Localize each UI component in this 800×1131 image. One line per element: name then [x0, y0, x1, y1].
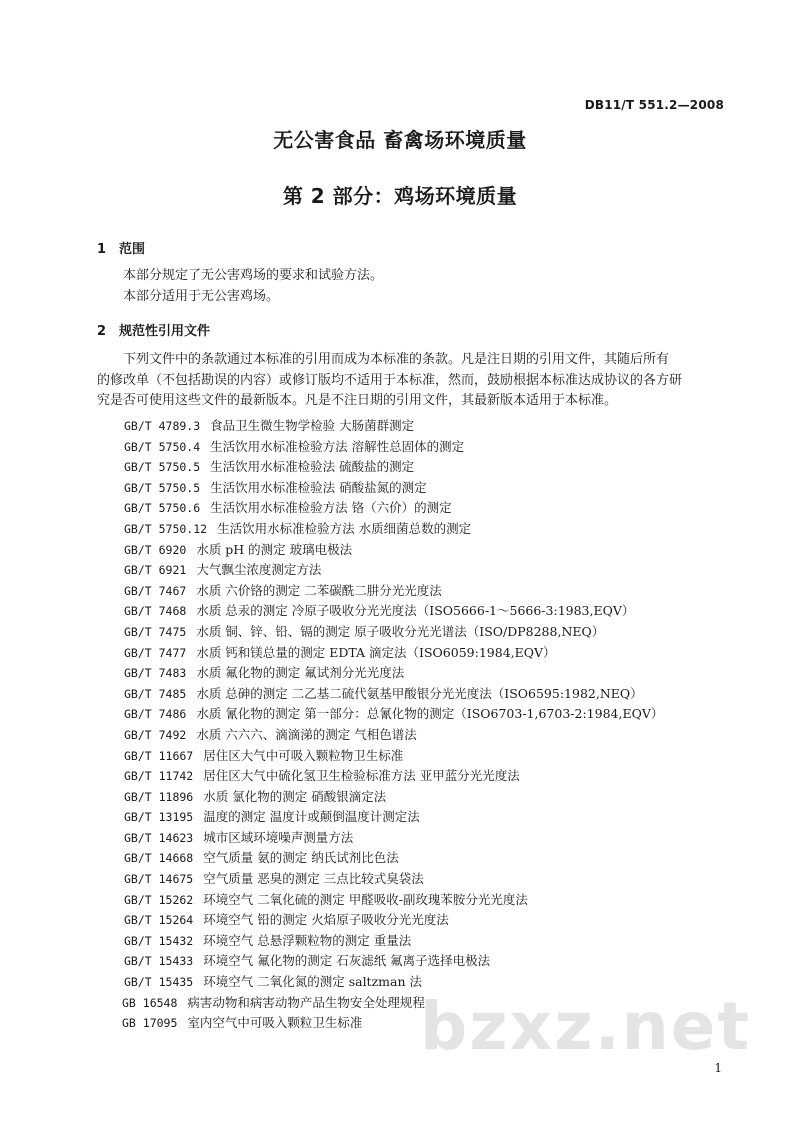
reference-item: [0, 498, 800, 519]
reference-item: [0, 807, 800, 828]
section-number: 2: [97, 324, 107, 339]
reference-item: [0, 560, 800, 581]
reference-title: 食品卫生微生物学检验 大肠菌群测定: [210, 418, 415, 433]
section-heading-normative-references: [97, 320, 210, 339]
reference-code: GB/T 15262: [124, 892, 194, 907]
reference-item: [0, 766, 800, 787]
reference-code: GB/T 15435: [124, 975, 194, 990]
reference-item: [0, 684, 800, 705]
reference-item: [0, 704, 800, 725]
reference-title: 温度的测定 温度计或颠倒温度计测定法: [203, 809, 420, 825]
reference-code: GB 17095: [122, 1016, 178, 1031]
section-title: 范围: [119, 242, 146, 257]
paragraph-line: 究是否可使用这些文件的最新版本。凡是不注日期的引用文件，其最新版本适用于本标准。: [97, 393, 618, 408]
watermark: bzxz.net: [420, 988, 752, 1065]
reference-item: [0, 787, 800, 808]
reference-code: GB/T 4789.3: [124, 419, 201, 433]
reference-code: GB/T 13195: [124, 810, 194, 825]
reference-item: [0, 972, 800, 993]
reference-title: 水质 pH 的测定 玻璃电极法: [196, 541, 353, 557]
reference-item: [0, 437, 800, 458]
reference-title: 环境空气 二氧化氮的测定 saltzman 法: [203, 974, 423, 990]
reference-code: GB/T 5750.4: [124, 439, 201, 454]
reference-item: [0, 416, 800, 437]
reference-code: GB/T 5750.5: [124, 460, 201, 475]
section-references-intro: [97, 350, 703, 412]
paragraph-line: 本部分规定了无公害鸡场的要求和试验方法。: [123, 268, 384, 283]
reference-item: [0, 601, 800, 622]
reference-title: 水质 钙和镁总量的测定 EDTA 滴定法（ISO6059:1984,EQV）: [196, 644, 556, 660]
reference-code: GB/T 11742: [124, 769, 194, 784]
reference-title: 室内空气中可吸入颗粒卫生标准: [187, 1015, 363, 1031]
reference-title: 居住区大气中可吸入颗粒物卫生标准: [203, 747, 404, 763]
reference-title: 生活饮用水标准检验法 硫酸盐的测定: [210, 459, 415, 475]
reference-code: GB/T 5750.6: [124, 501, 201, 516]
reference-code: GB/T 7467: [124, 583, 187, 598]
reference-item: [0, 746, 800, 767]
section-title: 规范性引用文件: [119, 324, 211, 339]
reference-title: 生活饮用水标准检验方法 水质细菌总数的测定: [217, 520, 472, 536]
reference-item: [0, 478, 800, 499]
page-number: 1: [714, 1061, 722, 1075]
reference-title: 环境空气 铅的测定 火焰原子吸收分光光度法: [203, 912, 449, 928]
reference-item: [0, 848, 800, 869]
reference-item: [0, 993, 800, 1014]
reference-item: [0, 931, 800, 952]
paragraph-line: 本部分适用于无公害鸡场。: [123, 288, 280, 304]
reference-code: GB/T 5750.5: [124, 480, 201, 495]
reference-title: 水质 氟化物的测定 氟试剂分光光度法: [196, 665, 405, 681]
reference-title: 水质 六六六、滴滴涕的测定 气相色谱法: [196, 726, 417, 742]
reference-title: 城市区域环境噪声测量方法: [203, 829, 354, 845]
paragraph-line: 下列文件中的条款通过本标准的引用而成为本标准的条款。凡是注日期的引用文件，其随后所有: [123, 352, 670, 367]
reference-title: 水质 总汞的测定 冷原子吸收分光光度法（ISO5666-1～5666-3:1983,EQV）: [196, 603, 635, 619]
reference-title: 水质 氰化物的测定 第一部分：总氰化物的测定（ISO6703-1,6703-2:1984,EQV）: [196, 706, 664, 722]
reference-code: GB/T 7485: [124, 686, 187, 701]
reference-title: 病害动物和病害动物产品生物安全处理规程: [187, 994, 425, 1010]
paragraph-line: 的修改单（不包括勘误的内容）或修订版均不适用于本标准，然而，鼓励根据本标准达成协议的各方研: [97, 372, 683, 388]
reference-code: GB/T 7492: [124, 727, 187, 742]
reference-code: GB/T 7483: [124, 666, 187, 681]
reference-item: [0, 910, 800, 931]
reference-title: 生活饮用水标准检验方法 铬（六价）的测定: [210, 500, 452, 516]
section-number: 1: [97, 242, 107, 257]
reference-code: GB/T 11896: [124, 789, 194, 804]
reference-item: [0, 725, 800, 746]
section-scope-body: [97, 266, 703, 307]
reference-title: 居住区大气中硫化氢卫生检验标准方法 亚甲蓝分光光度法: [203, 768, 520, 784]
reference-code: GB/T 7486: [124, 707, 187, 722]
reference-code: GB/T 7468: [124, 604, 187, 619]
reference-title: 大气飘尘浓度测定方法: [196, 562, 322, 578]
reference-item: [0, 581, 800, 602]
reference-code: GB/T 15432: [124, 933, 194, 948]
reference-title: 环境空气 二氧化硫的测定 甲醛吸收-副玫瑰苯胺分光光度法: [203, 891, 528, 907]
reference-code: GB/T 6920: [124, 542, 187, 557]
reference-code: GB 16548: [122, 995, 178, 1010]
reference-item: [0, 1013, 800, 1034]
reference-title: 空气质量 恶臭的测定 三点比较式臭袋法: [203, 871, 424, 887]
reference-item: [0, 828, 800, 849]
reference-title: 空气质量 氨的测定 纳氏试剂比色法: [203, 850, 399, 866]
reference-code: GB/T 11667: [124, 748, 194, 763]
reference-code: GB/T 14623: [124, 830, 194, 845]
reference-item: [0, 869, 800, 890]
reference-code: GB/T 14668: [124, 851, 194, 866]
reference-title: 环境空气 总悬浮颗粒物的测定 重量法: [203, 932, 412, 948]
reference-item: [0, 540, 800, 561]
reference-title: 水质 六价铬的测定 二苯碳酰二肼分光光度法: [196, 582, 442, 598]
reference-title: 水质 铜、锌、铅、镉的测定 原子吸收分光光谱法（ISO/DP8288,NEQ）: [196, 623, 605, 639]
reference-code: GB/T 7477: [124, 645, 187, 660]
reference-code: GB/T 15433: [124, 954, 194, 969]
reference-item: [0, 519, 800, 540]
reference-item: [0, 622, 800, 643]
section-heading-scope: [97, 238, 145, 257]
reference-item: [0, 890, 800, 911]
reference-code: GB/T 6921: [124, 563, 187, 578]
reference-code: GB/T 5750.12: [124, 521, 208, 536]
reference-title: 水质 总砷的测定 二乙基二硫代氨基甲酸银分光光度法（ISO6595:1982,NEQ）: [196, 685, 643, 701]
reference-title: 生活饮用水标准检验方法 溶解性总固体的测定: [210, 438, 465, 454]
reference-list: [0, 416, 800, 1034]
reference-item: [0, 951, 800, 972]
document-subtitle: 第 2 部分：鸡场环境质量: [282, 184, 518, 208]
reference-item: [0, 643, 800, 664]
reference-code: GB/T 14675: [124, 872, 194, 887]
reference-title: 生活饮用水标准检验法 硝酸盐氮的测定: [210, 479, 427, 495]
reference-code: GB/T 7475: [124, 624, 187, 639]
reference-item: [0, 457, 800, 478]
reference-code: GB/T 15264: [124, 913, 194, 928]
reference-title: 水质 氯化物的测定 硝酸银滴定法: [203, 788, 387, 804]
reference-item: [0, 663, 800, 684]
reference-title: 环境空气 氟化物的测定 石灰滤纸 氟离子选择电极法: [203, 953, 491, 969]
document-code: DB11/T 551.2—2008: [584, 98, 724, 112]
document-title: 无公害食品 畜禽场环境质量: [273, 128, 527, 152]
